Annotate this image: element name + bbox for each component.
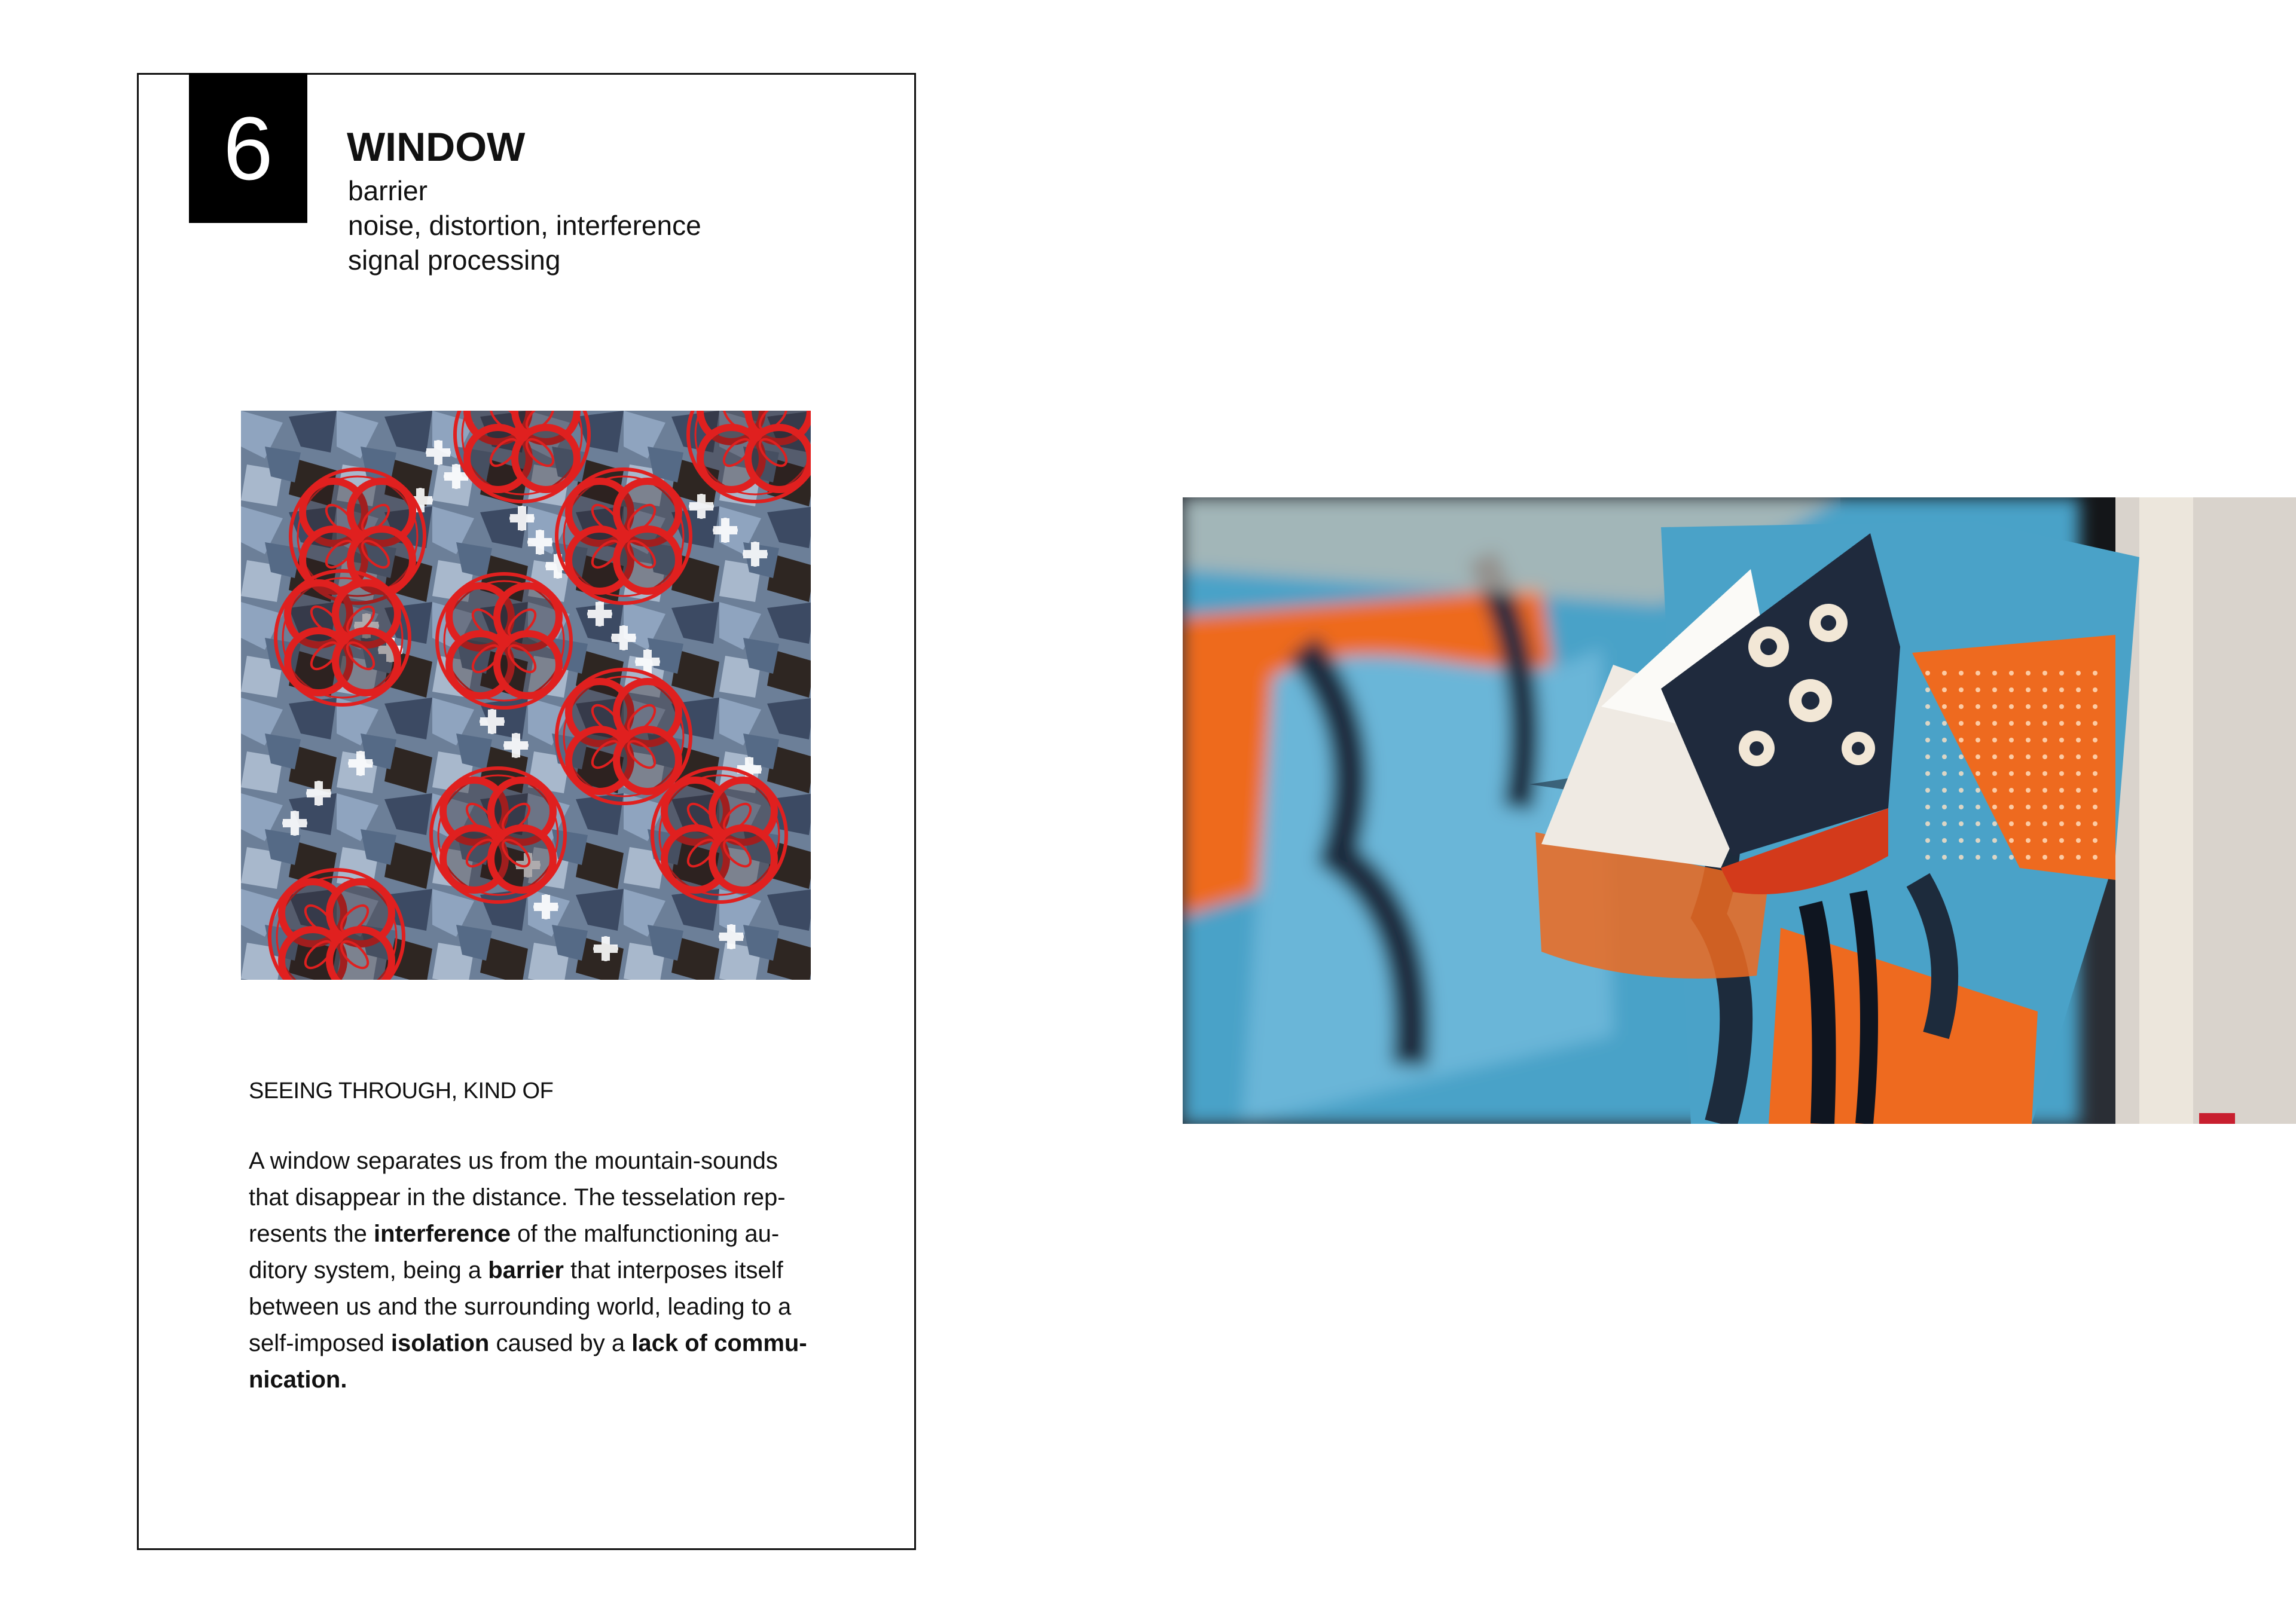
- body-run: between us and the surrounding world, leading to a: [249, 1294, 792, 1320]
- card-number: 6: [223, 97, 273, 198]
- body-emphasis: barrier: [488, 1257, 564, 1283]
- body-line: [249, 1252, 823, 1289]
- installation-photo: [1183, 497, 2296, 1124]
- keyword-3: signal processing: [348, 244, 561, 276]
- tessellation-image: [241, 411, 811, 980]
- body-run: resents the: [249, 1221, 374, 1247]
- section-heading: SEEING THROUGH, KIND OF: [249, 1078, 554, 1104]
- card-number-badge: [189, 73, 307, 223]
- body-run: ditory system, being a: [249, 1257, 488, 1283]
- body-emphasis: lack of commu-: [631, 1330, 807, 1356]
- body-line: [249, 1289, 823, 1325]
- body-line: [249, 1143, 823, 1179]
- body-run: that interposes itself: [563, 1257, 783, 1283]
- body-run: that disappear in the distance. The tesselation rep-: [249, 1184, 786, 1211]
- body-run: caused by a: [489, 1330, 632, 1356]
- body-line: [249, 1179, 823, 1216]
- body-emphasis: nication.: [249, 1367, 347, 1393]
- card-title: WINDOW: [347, 124, 526, 170]
- body-run: A window separates us from the mountain-sounds: [249, 1148, 778, 1174]
- body-run: self-imposed: [249, 1330, 391, 1356]
- keyword-1: barrier: [348, 175, 428, 206]
- body-line: [249, 1325, 823, 1362]
- keyword-2: noise, distortion, interference: [348, 210, 701, 241]
- body-paragraph: [249, 1143, 823, 1398]
- body-run: of the malfunctioning au-: [511, 1221, 780, 1247]
- body-line: [249, 1362, 823, 1398]
- body-emphasis: isolation: [390, 1330, 490, 1356]
- body-emphasis: interference: [374, 1221, 511, 1247]
- body-line: [249, 1216, 823, 1252]
